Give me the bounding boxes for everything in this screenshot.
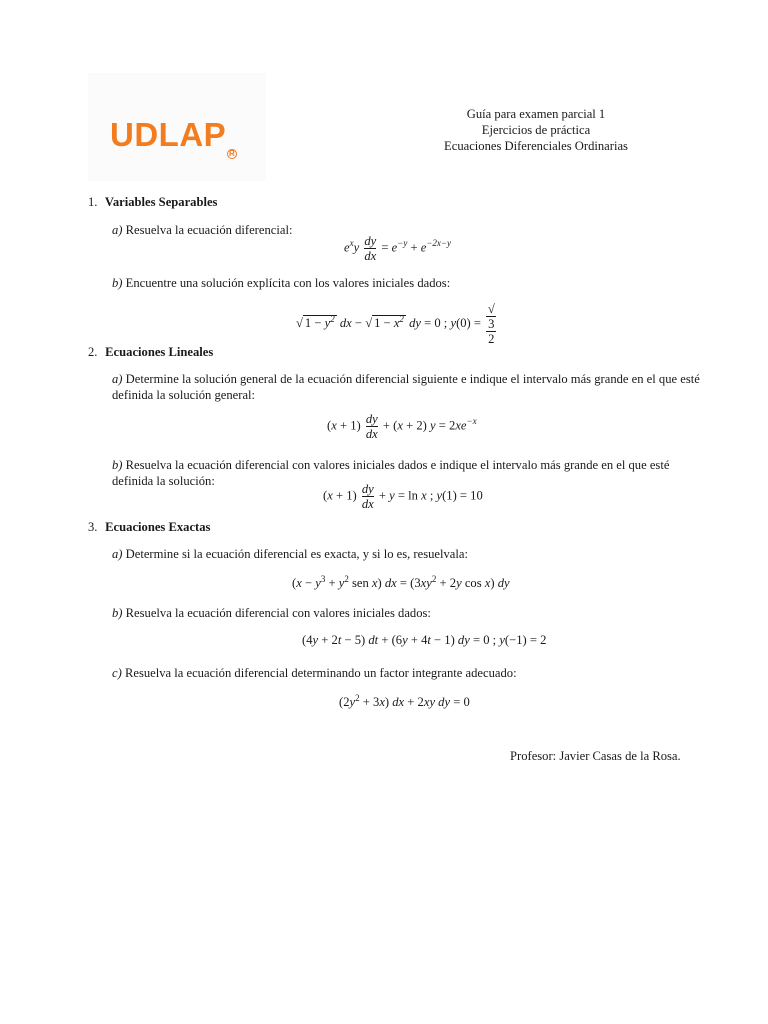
logo-wordmark: UDLAPR <box>110 116 236 158</box>
section-3-title: 3. Ecuaciones Exactas <box>88 520 211 534</box>
equation-3c: $(2y^2 + 3x)$ dx + 2xy dy = 0 <box>339 693 470 710</box>
equation-3b: (4y + 2t − 5) dt + (6y + 4t − 1) dy = 0 ; y(−1) = 2 <box>302 633 547 647</box>
header-line-1: Guía para examen parcial 1 <box>466 107 606 121</box>
header-line-2: Ejercicios de práctica <box>481 123 591 137</box>
section-1-title: 1. Variables Separables <box>88 195 218 209</box>
equation-1a: $e^xy$ $\frac{dy}{dx}$ = $e^{-y} + e^{-2x-y}$ <box>344 234 451 263</box>
equation-3a: ($x - y^3 + y^2$ sen x) dx = ($3xy^2 + 2y$ cos x) dy <box>292 574 510 591</box>
registered-icon: R <box>229 149 236 158</box>
item-1a: a) Resuelva la ecuación diferencial: <box>112 223 293 237</box>
item-3c: c) Resuelva la ecuación diferencial determinando un factor integrante adecuado: <box>112 666 517 680</box>
document-header <box>420 106 652 154</box>
item-3a: a) Determine si la ecuación diferencial es exacta, y si lo es, resuelvala: <box>112 547 468 561</box>
item-2b: b) Resuelva la ecuación diferencial con valores iniciales dados e indique el intervalo más grande en el que esté definida la solución: <box>112 458 670 488</box>
equation-2a: (x + 1) $\frac{dy}{dx}$ + (x + 2) $y = 2xe^{-x}$ <box>327 412 477 441</box>
item-1b: b) Encuentre una solución explícita con los valores iniciales dados: <box>112 276 451 290</box>
item-2a: a) Determine la solución general de la ecuación diferencial siguiente e indique el intervalo más grande en el que esté definida la solución general: <box>112 372 700 402</box>
udlap-logo <box>88 73 266 181</box>
item-3b: b) Resuelva la ecuación diferencial con valores iniciales dados: <box>112 606 431 620</box>
professor-signature: Profesor: Javier Casas de la Rosa. <box>510 749 681 763</box>
equation-1b: √ $1 - y^2$ dx − √ $1 - x^2$ dy = 0 ; y(0) = √ 3 2 <box>296 302 495 346</box>
equation-2b: (x + 1) $\frac{dy}{dx}$ + y = ln x ; y(1) = 10 <box>323 482 483 511</box>
section-2-title: 2. Ecuaciones Lineales <box>88 345 214 359</box>
header-line-3: Ecuaciones Diferenciales Ordinarias <box>444 139 628 153</box>
